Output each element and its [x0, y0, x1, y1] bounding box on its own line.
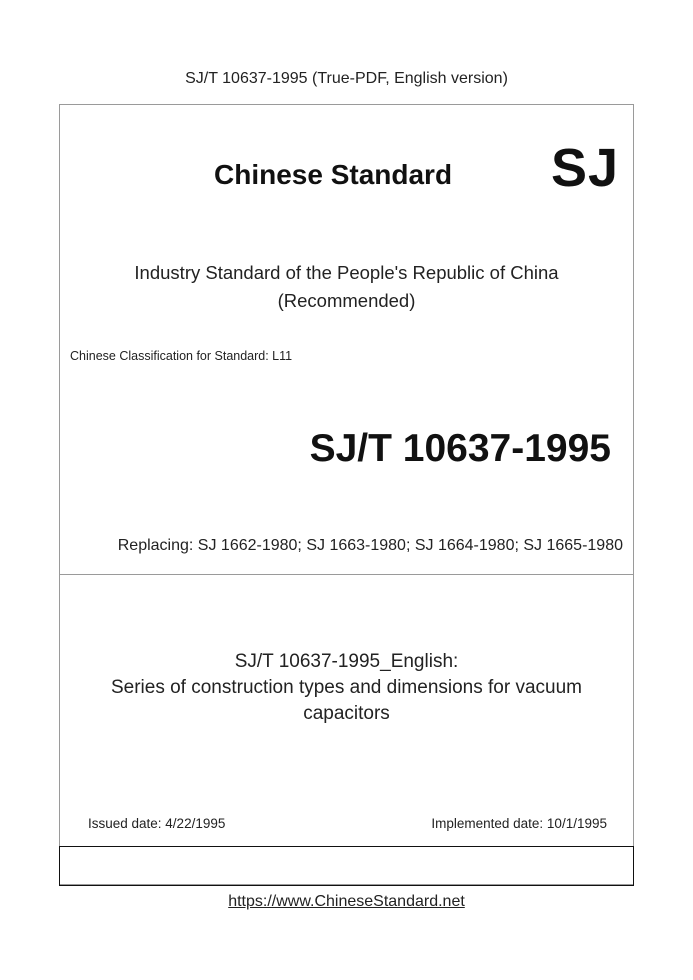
- section-divider: [60, 574, 633, 575]
- english-title-block: [60, 649, 633, 727]
- cover-frame: [59, 104, 634, 885]
- english-title-line-3: capacitors: [303, 703, 390, 724]
- bottom-empty-box: [59, 846, 634, 886]
- standard-number: SJ/T 10637-1995: [309, 427, 611, 470]
- english-title-line-1: SJ/T 10637-1995_English:: [234, 651, 459, 672]
- website-link[interactable]: https://www.ChineseStandard.net: [228, 893, 465, 910]
- issued-date: Issued date: 4/22/1995: [88, 816, 226, 831]
- document-header-title: SJ/T 10637-1995 (True-PDF, English version): [185, 70, 508, 87]
- classification-label: Chinese Classification for Standard: L11: [70, 349, 293, 363]
- english-title-line-2: Series of construction types and dimensions for vacuum: [110, 677, 582, 698]
- cover-heading: Chinese Standard: [214, 159, 453, 190]
- industry-line-1: Industry Standard of the People's Republic of China: [134, 262, 559, 283]
- industry-standard-text: [60, 259, 633, 315]
- industry-line-2: (Recommended): [277, 290, 416, 311]
- implemented-date: Implemented date: 10/1/1995: [431, 816, 607, 831]
- sj-logo: SJ: [550, 138, 619, 198]
- replacing-list: Replacing: SJ 1662-1980; SJ 1663-1980; SJ 1664-1980; SJ 1665-1980: [117, 537, 623, 554]
